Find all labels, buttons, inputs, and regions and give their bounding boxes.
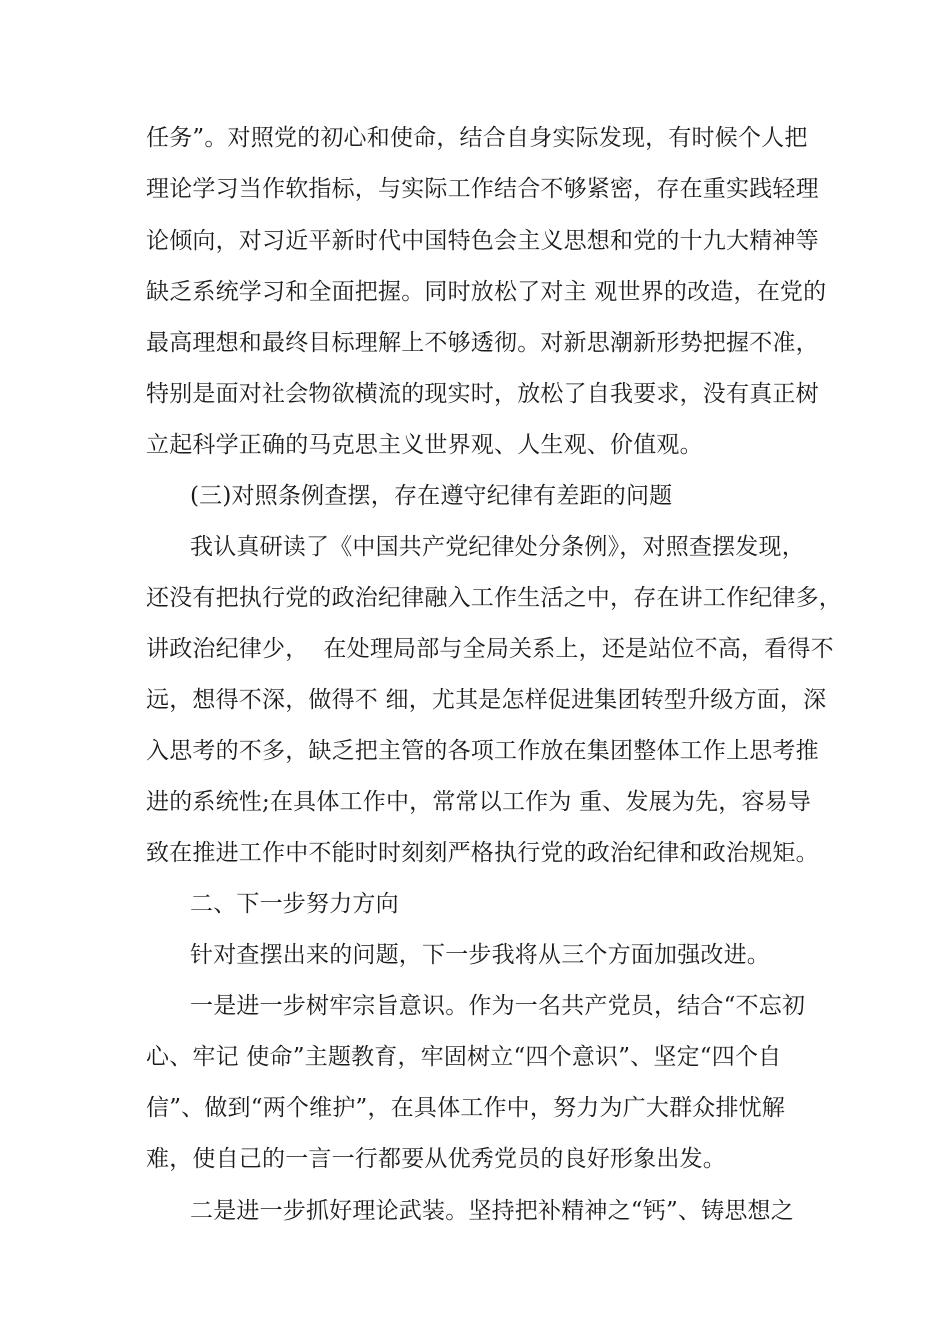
- text-line: 远，想得不深，做得不 细，尤其是怎样促进集团转型升级方面，深: [146, 687, 827, 713]
- text-line: 缺乏系统学习和全面把握。同时放松了对主 观世界的改造，在党的: [146, 279, 827, 305]
- text-line: 信”、做到“两个维护”，在具体工作中，努力为广大群众排忧解: [146, 1095, 786, 1121]
- section-heading: (三)对照条例查摆，存在遵守纪律有差距的问题: [190, 483, 673, 509]
- text-line: 最高理想和最终目标理解上不够透彻。对新思潮新形势把握不准，: [146, 330, 819, 356]
- text-line: 理论学习当作软指标，与实际工作结合不够紧密，存在重实践轻理: [146, 176, 819, 202]
- text-line: 进的系统性;在具体工作中，常常以工作为 重、发展为先，容易导: [146, 789, 812, 815]
- text-line: 针对查摆出来的问题，下一步我将从三个方面加强改进。: [190, 942, 770, 968]
- text-line: 特别是面对社会物欲横流的现实时，放松了自我要求，没有真正树: [146, 381, 819, 407]
- text-line: 我认真研读了《中国共产党纪律处分条例》，对照查摆发现，: [190, 534, 805, 560]
- text-line: 难，使自己的一言一行都要从优秀党员的良好形象出发。: [146, 1146, 726, 1172]
- text-line: 入思考的不多，缺乏把主管的各项工作放在集团整体工作上思考推: [146, 738, 819, 764]
- text-line: 立起科学正确的马克思主义世界观、人生观、价值观。: [146, 432, 703, 458]
- section-heading: 二、下一步努力方向: [190, 891, 399, 917]
- text-line: 心、牢记 使命”主题教育，牢固树立“四个意识”、坚定“四个自: [146, 1044, 782, 1070]
- text-line: 二是进一步抓好理论武装。坚持把补精神之“钙”、铸思想之: [190, 1198, 794, 1224]
- text-line: 一是进一步树牢宗旨意识。作为一名共产党员，结合“不忘初: [190, 993, 806, 1019]
- text-line: 任务”。对照党的初心和使命，结合自身实际发现，有时候个人把: [146, 125, 808, 151]
- text-line: 讲政治纪律少， 在处理局部与全局关系上，还是站位不高，看得不: [146, 636, 834, 662]
- text-line: 致在推进工作中不能时时刻刻严格执行党的政治纪律和政治规矩。: [146, 840, 819, 866]
- text-line: 还没有把执行党的政治纪律融入工作生活之中，存在讲工作纪律多，: [146, 585, 842, 611]
- text-line: 论倾向，对习近平新时代中国特色会主义思想和党的十九大精神等: [146, 228, 819, 254]
